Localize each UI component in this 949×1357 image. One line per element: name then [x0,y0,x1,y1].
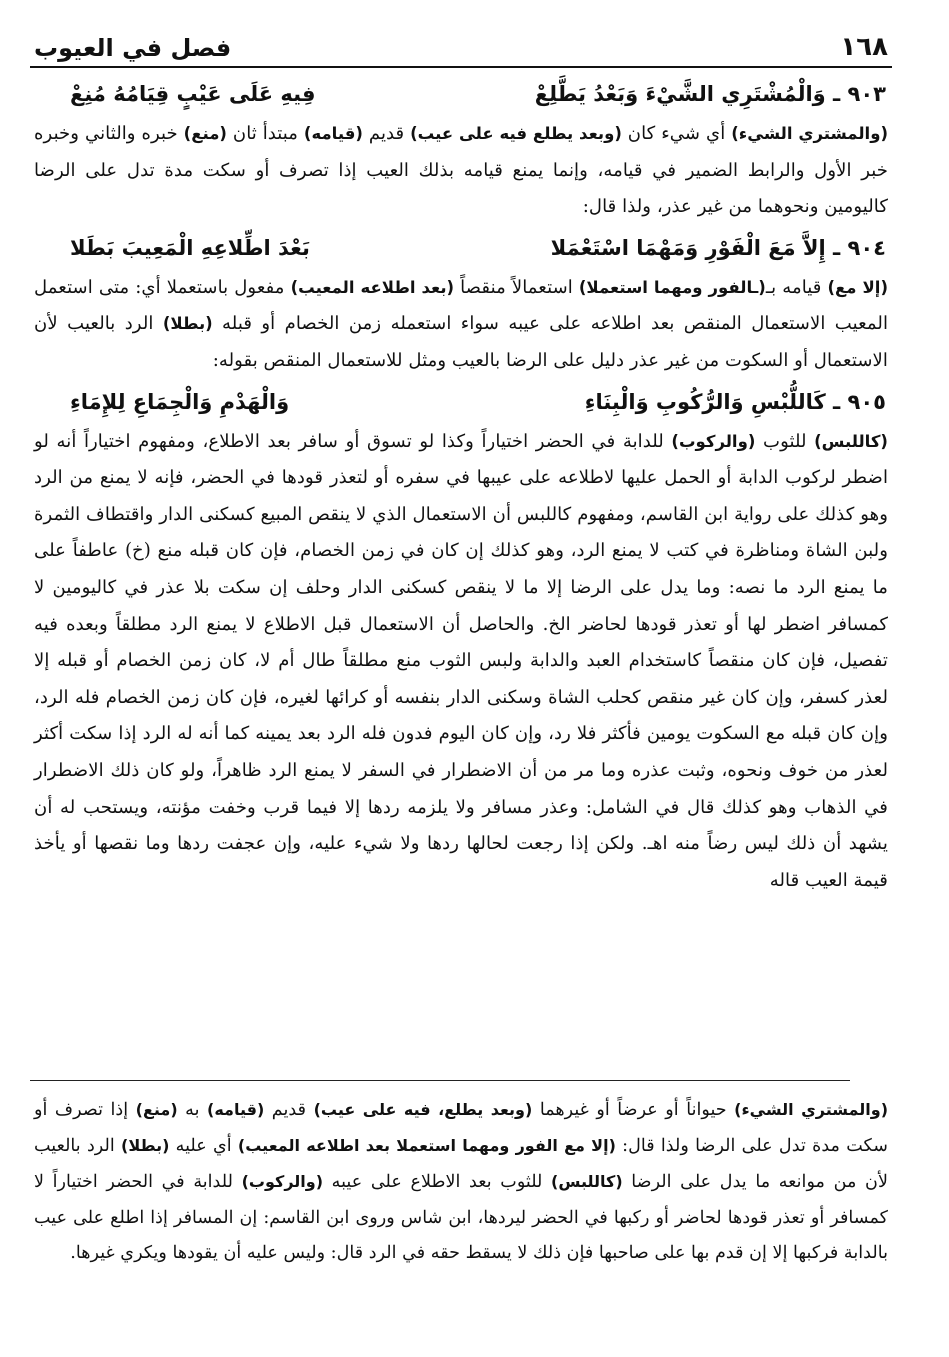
commentary-text: استعمالاً منقصاً [454,276,579,298]
bold-matn-quote: (قيامه) [207,1100,265,1119]
commentary-text: قيامه بـ [765,276,828,298]
bold-matn-quote: (والمشتري الشيء) [734,1100,889,1119]
footnote-commentary [30,1092,892,1271]
running-header [30,22,892,68]
bold-matn-quote: (بعد اطلاعه المعيب) [290,277,455,297]
bold-matn-quote: (والمشتري الشيء) [731,124,888,143]
bold-matn-quote: (وبعد يطلع، فيه على عيب) [313,1100,533,1119]
commentary-text: للثوب [755,430,815,452]
verse-second-hemistich: فِيهِ عَلَى عَيْبٍ قِيَامُهُ مُنِعْ [70,82,316,106]
bold-matn-quote: (إلا مع) [827,277,888,297]
commentary-text: الرد بالعيب لأن الاستعمال أو السكوت من غير عذر دليل على الرضا بالعيب ومثل للاستعمال المنقص بقوله: [34,313,888,371]
chapter-title: فصل في العيوب [34,34,232,62]
bold-matn-quote: (إلا مع الفور ومهما استعملا بعد اطلاعه المعيب) [237,1136,616,1156]
book-page [30,22,892,1332]
commentary-text: مبتدأ ثان [226,123,304,144]
bold-matn-quote: (منع) [135,1100,178,1119]
page-number: ١٦٨ [840,32,888,62]
verse-904 [30,226,892,270]
commentary-text: الرد بالعيب لأن من موانعه ما يدل على الرضا [34,1136,888,1193]
bold-matn-quote: (كاللبس) [551,1172,623,1192]
verse-first-hemistich: ٩٠٣ ـ وَالْمُشْتَرِي الشَّيْءَ وَبَعْدُ يَطَّلِعْ [534,82,886,106]
verse-903 [30,72,892,116]
verse-first-hemistich: ٩٠٤ ـ إِلاَّ مَعَ الْفَوْرِ وَمَهْمَا اسْتَعْمَلا [550,235,886,260]
commentary-text: به [177,1100,208,1120]
commentary-text: إذا تصرف أو سكت مدة تدل على الرضا ولذا قال: [34,1100,888,1157]
commentary-text: أي شيء كان [621,123,732,144]
commentary-text: حيواناً أو عرضاً أو غيرهما [532,1100,735,1120]
commentary-text: للدابة في الحضر اختياراً وكذا لو تسوق أو سافر بعد الاطلاع، ومفهوم اختياراً أنه لو اضطر لركوب الدابة أو الحمل عليها لاطلاعه على عيبها في سفره أو لتعذر قودها في الحضر، فإنه لا يمنع من الرد وهو كذلك على رواية ابن القاسم، ومفهوم كاللبس أن الاستعمال الذي لا ينقص المبيع كسكنى الدار واقتطاف الثمرة ولبن الشاة ومناظرة في كتب لا يمنع الرد، وهو كذلك إن كان في زمن الخصام، فإن كان قبله منع (خ) عاطفاً على ما يمنع الرد ما نصه: وما يدل على الرضا إلا ما لا ينقص كسكنى الدار وحلف إن سكت بلا عذر في كاليومين لا كمسافر اضطر لها أو تعذر قودها لحاضر الخ. والحاصل أن الاستعمال قبل الاطلاع لا يمنع الرد مطلقاً وبعده فيه تفصيل، فإن كان منقصاً كاستخدام العبد والدابة ولبس الثوب منع مطلقاً طال أم لا، كان زمن الخصام أو قبله إلا لعذر كسفر، وإن كان غير منقص كحلب الشاة وسكنى الدار بنفسه أو كرائها لغيره، فإن كان زمن الخصام فله الرد، وإن كان قبله مع السكوت يومين فأكثر فلا رد، وإن كان اليوم فدون فله الرد بعد يمينه كما أنه له الرد إذا سكت أكثر لعذر من خوف ونحوه، وثبت عذره وما مر من أن الاضطرار في السفر لا يمنع الرد ظاهراً، ولو كان ذلك الاضطرار في الذهاب وهو كذلك قال في الشامل: وعذر مسافر ولا يلزمه ردها إلا فيما قرب وخفت مؤنته، ويستحب له أن يشهد أن ذلك ليس رضاً منه اهـ. ولكن إذا رجعت لحالها ردها ولا شيء عليه، وإن عجفت ردها وما نقصها أو يأخذ قيمة العيب قاله [34,430,888,891]
bold-matn-quote: (وبعد يطلع فيه على عيب) [410,124,622,143]
verse-second-hemistich: بَعْدَ اطِّلاعِهِ الْمَعِيبَ بَطَلا [70,235,310,260]
commentary-text: قديم [264,1100,314,1120]
commentary-text: للدابة في الحضر اختياراً لا كمسافر أو تعذر قودها لحاضر أو ركبها في الحضر ليردها، ابن شاس وروى ابن القاسم: إن المسافر إذا اطلع على عيب بالدابة فركبها إلا إن قدم بها على صاحبها فإن ذلك لا يسقط حقه في الرد قال: وليس عليه أن يقودها ويكري غيرها. [34,1172,888,1263]
verse-first-hemistich: ٩٠٥ ـ كَاللُّبْسِ وَالرُّكُوبِ وَالْبِنَاءِ [584,389,886,414]
commentary-paragraph [30,270,892,380]
main-text [30,72,892,899]
commentary-paragraph [30,424,892,900]
bold-matn-quote: (قيامه) [303,124,363,143]
verse-905 [30,380,892,424]
bold-matn-quote: (ـالفور ومهما استعملا) [578,277,766,297]
footnote-divider [30,1080,850,1081]
bold-matn-quote: (منع) [183,124,227,143]
commentary-paragraph [30,116,892,226]
verse-second-hemistich: وَالْهَدْمِ وَالْجِمَاعِ لِلإِمَاءِ [70,389,290,414]
bold-matn-quote: (والركوب) [671,431,756,451]
commentary-text: للثوب بعد الاطلاع على عيبه [323,1172,552,1193]
bold-matn-quote: (والركوب) [241,1172,324,1192]
bold-matn-quote: (بطلا) [121,1136,170,1156]
commentary-text: مفعول باستعملا أي: متى استعمل المعيب الاستعمال المنقص بعد اطلاعه على عيبه سواء استعمله زمن الخصام أو قبله [34,276,888,335]
bold-matn-quote: (كاللبس) [814,431,888,451]
commentary-text: قديم [362,123,411,144]
bold-matn-quote: (بطلا) [162,314,213,334]
commentary-text: أي عليه [169,1136,238,1157]
commentary-text: خبره والثاني وخبره خبر الأول والرابط الضمير في قيامه، وإنما يمنع قيامه بذلك العيب إذا تصرف أو سكت مدة تدل على الرضا كاليومين ونحوهما من غير عذر، ولذا قال: [34,123,888,218]
